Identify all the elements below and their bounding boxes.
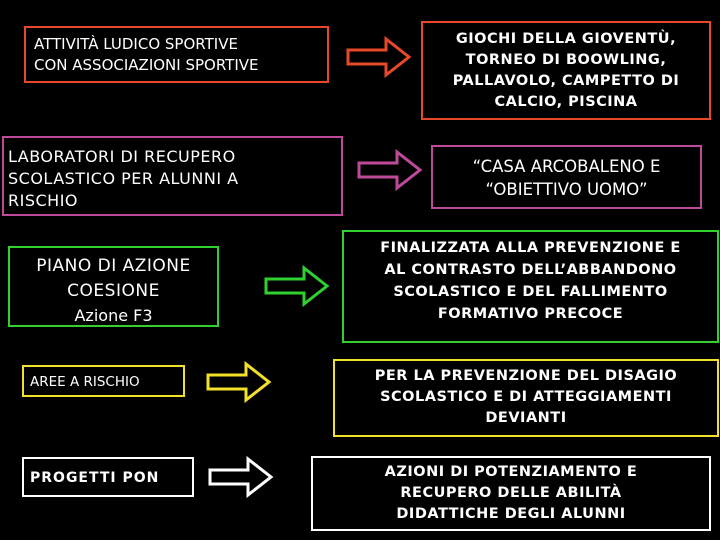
left-box-recovery-labs: LABORATORI DI RECUPERO SCOLASTICO PER ALUNNI A RISCHIO (2, 136, 343, 216)
right-box-casa-arcobaleno: “CASA ARCOBALENO E “OBIETTIVO UOMO” (431, 145, 702, 209)
right-box-distress-prevention: PER LA PREVENZIONE DEL DISAGIO SCOLASTICO E DI ATTEGGIAMENTI DEVIANTI (333, 359, 719, 437)
right-box-youth-games: GIOCHI DELLA GIOVENTÙ, TORNEO DI BOOWLING, PALLAVOLO, CAMPETTO DI CALCIO, PISCINA (421, 21, 711, 120)
left-box-risk-areas: AREE A RISCHIO (22, 365, 185, 397)
left-box-sports-activities: ATTIVITÀ LUDICO SPORTIVE CON ASSOCIAZIONI SPORTIVE (24, 26, 329, 83)
right-box-dropout-prevention: FINALIZZATA ALLA PREVENZIONE E AL CONTRASTO DELL’ABBANDONO SCOLASTICO E DEL FALLIMENTO FORMATIVO PRECOCE (342, 230, 719, 343)
left-box-cohesion-plan (8, 246, 219, 327)
arrow-right-icon-row-4 (206, 361, 272, 403)
right-box-skills-enhancement: AZIONI DI POTENZIAMENTO E RECUPERO DELLE ABILITÀ DIDATTICHE DEGLI ALUNNI (311, 456, 711, 531)
arrow-right-icon-row-2 (357, 149, 423, 191)
cohesion-plan-title: PIANO DI AZIONE COESIONE (36, 256, 191, 301)
arrow-right-icon-row-3 (264, 265, 330, 307)
cohesion-plan-action: Azione F3 (74, 306, 153, 325)
left-box-pon-projects: PROGETTI PON (22, 457, 194, 497)
arrow-right-icon-row-5 (208, 456, 274, 498)
arrow-right-icon-row-1 (346, 36, 412, 78)
